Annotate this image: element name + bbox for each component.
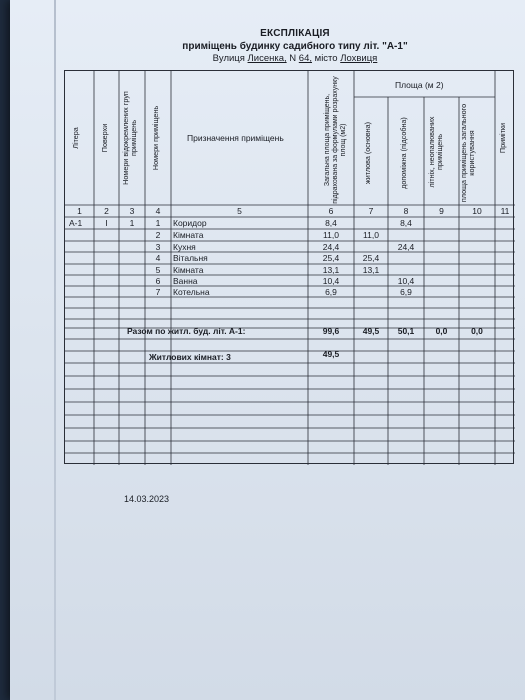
col-total-area-header: Загальна площа приміщень, підрахована за формулами розрахунку площ (м2) <box>324 76 347 204</box>
row-living: 13,1 <box>362 265 380 275</box>
index-5: 5 <box>237 206 242 216</box>
col-aux-header: допоміжна (підсобна) <box>399 117 408 189</box>
row-total: 8,4 <box>325 218 337 228</box>
index-10: 10 <box>472 206 482 216</box>
row-room: 3 <box>155 242 161 252</box>
col-floors-header: Поверхи <box>100 123 109 153</box>
living-rooms-area: 49,5 <box>322 349 340 359</box>
row-purpose: Котельна <box>173 287 210 297</box>
row-total: 25,4 <box>322 253 340 263</box>
index-8: 8 <box>403 206 409 216</box>
city-label: місто <box>314 53 338 64</box>
row-room: 4 <box>155 253 161 263</box>
city-value: Лохвиця <box>340 53 378 64</box>
col-litera-header: Літера <box>71 127 80 149</box>
row-living: 25,4 <box>362 253 380 263</box>
col-living-header: житлова (основна) <box>363 121 372 185</box>
row-aux: 24,4 <box>397 242 415 252</box>
row-purpose: Кухня <box>173 242 196 252</box>
row-total: 10,4 <box>322 276 340 286</box>
row-room: 7 <box>155 287 161 297</box>
total-row-total: 99,6 <box>322 326 340 336</box>
row-purpose: Вітальня <box>173 253 208 263</box>
row-purpose: Кімната <box>173 265 204 275</box>
document-subtitle: приміщень будинку садибного типу літ. "А-1" <box>182 41 408 52</box>
row-room: 1 <box>155 218 161 228</box>
explication-table <box>64 70 514 464</box>
index-6: 6 <box>328 206 334 216</box>
col-rooms-header: Номери приміщень <box>151 105 160 171</box>
row-total: 24,4 <box>322 242 340 252</box>
row-total: 6,9 <box>325 287 337 297</box>
row-aux: 8,4 <box>400 218 412 228</box>
index-2: 2 <box>104 206 109 216</box>
index-4: 4 <box>155 206 161 216</box>
row-living: 11,0 <box>363 230 379 240</box>
index-11: 11 <box>500 206 510 216</box>
number-label: N <box>289 53 297 64</box>
number-value: 64, <box>298 53 313 64</box>
row-aux: 10,4 <box>397 276 415 286</box>
total-row-label: Разом по житл. буд. літ. А-1: <box>127 326 246 336</box>
row-purpose: Кімната <box>173 230 204 240</box>
living-rooms-label: Житлових кімнат: 3 <box>149 352 231 362</box>
index-1: 1 <box>77 206 82 216</box>
total-row-living: 49,5 <box>362 326 380 336</box>
col-groups-header: Номери відокремлених груп приміщень <box>121 91 138 185</box>
street-value: Лисенка, <box>247 53 287 64</box>
row-room: 2 <box>155 230 161 240</box>
row-group: 1 <box>129 218 135 228</box>
col-notes-header: Примітки <box>498 122 507 154</box>
col-summer-header: літніх, неопалюваних приміщень <box>427 116 444 188</box>
col-purpose-header: Призначення приміщень <box>187 133 284 143</box>
document-date: 14.03.2023 <box>124 494 170 504</box>
document-title: ЕКСПЛІКАЦІЯ <box>260 28 330 39</box>
total-row-aux: 50,1 <box>397 326 415 336</box>
index-7: 7 <box>368 206 374 216</box>
address-line <box>160 53 430 64</box>
row-purpose: Коридор <box>173 218 207 228</box>
row-total: 11,0 <box>323 230 339 240</box>
row-room: 5 <box>155 265 161 275</box>
row-aux: 6,9 <box>400 287 412 297</box>
page-fold-line <box>54 0 56 700</box>
area-group-header: Площа (м 2) <box>395 80 444 90</box>
total-row-common: 0,0 <box>471 326 483 336</box>
document-page <box>10 0 525 700</box>
row-litera: А-1 <box>69 218 83 228</box>
index-3: 3 <box>129 206 135 216</box>
row-room: 6 <box>155 276 161 286</box>
total-row-summer: 0,0 <box>435 326 448 336</box>
row-total: 13,1 <box>322 265 340 275</box>
index-9: 9 <box>439 206 444 216</box>
row-floor: І <box>105 218 108 228</box>
row-purpose: Ванна <box>173 276 198 286</box>
street-label: Вулиця <box>212 53 245 64</box>
col-common-header: площа приміщень загального користування <box>459 103 476 203</box>
